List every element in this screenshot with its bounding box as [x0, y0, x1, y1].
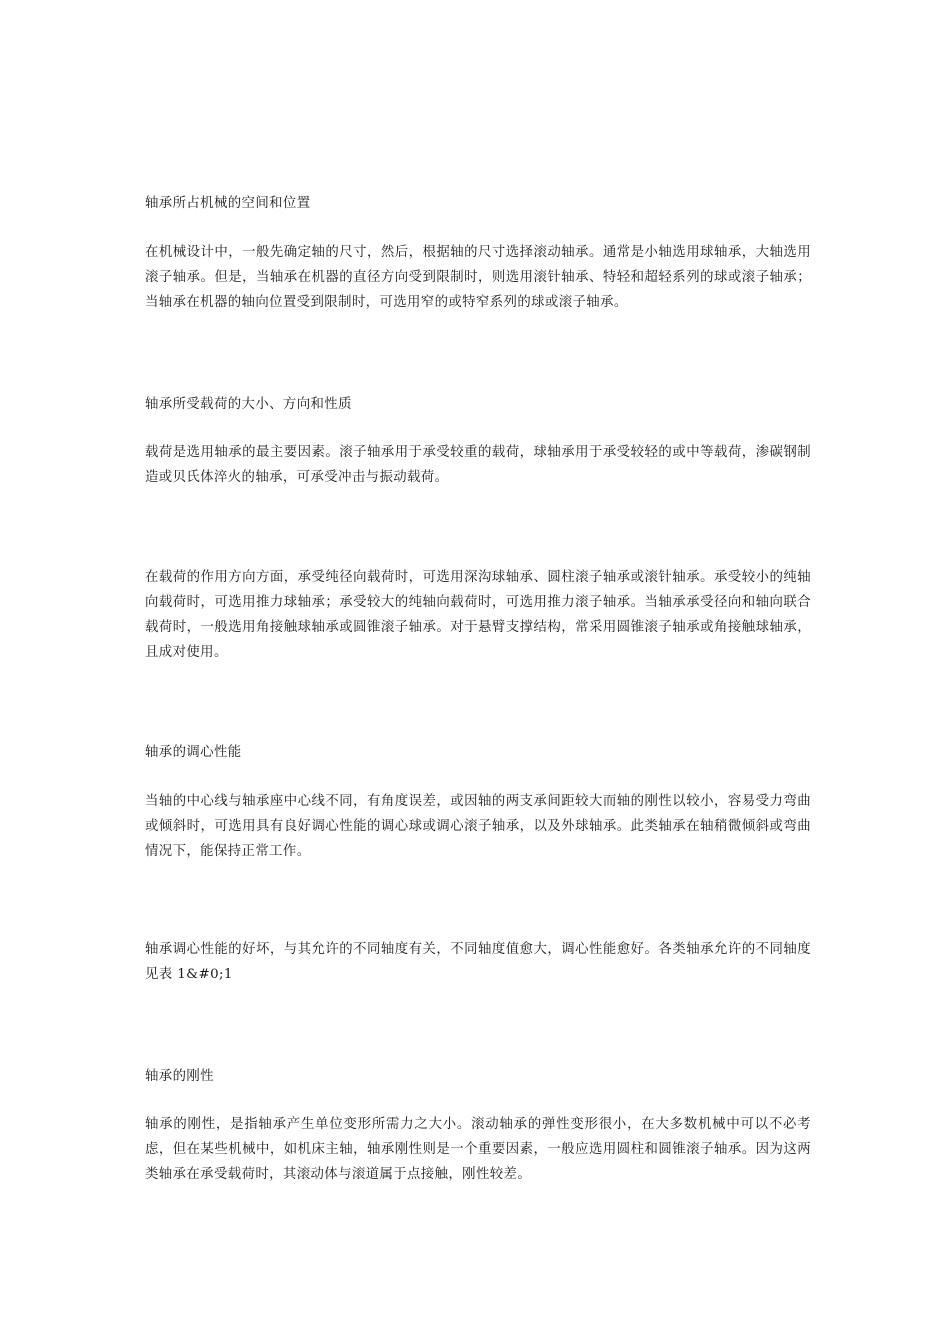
paragraph-space-position: 在机械设计中，一般先确定轴的尺寸，然后，根据轴的尺寸选择滚动轴承。通常是小轴选用球轴承，大轴选用滚子轴承。但是，当轴承在机器的直径方向受到限制时，则选用滚针轴承、特轻和超轻系列的球或滚子轴承；当轴承在机器的轴向位置受到限制时，可选用窄的或特窄系列的球或滚子轴承。 — [145, 245, 811, 310]
section-heading-rigidity: 轴承的刚性 — [145, 1069, 214, 1084]
section-heading-load: 轴承所受载荷的大小、方向和性质 — [145, 397, 352, 412]
section-heading-space-position: 轴承所占机械的空间和位置 — [145, 196, 311, 211]
paragraph-load-direction: 在载荷的作用方向方面，承受纯径向载荷时，可选用深沟球轴承、圆柱滚子轴承或滚针轴承。承受较小的纯轴向载荷时，可选用推力球轴承；承受较大的纯轴向载荷时，可选用推力滚子轴承。当轴承承受径向和轴向联合载荷时，一般选用角接触球轴承或圆锥滚子轴承。对于悬臂支撑结构，常采用圆锥滚子轴承或角接触球轴承，且成对使用。 — [145, 570, 811, 660]
paragraph-self-aligning: 当轴的中心线与轴承座中心线不同，有角度误差，或因轴的两支承间距较大而轴的刚性以较小，容易受力弯曲或倾斜时，可选用具有良好调心性能的调心球或调心滚子轴承，以及外球轴承。此类轴承在轴稍微倾斜或弯曲情况下，能保持正常工作。 — [145, 794, 811, 859]
paragraph-rigidity: 轴承的刚性，是指轴承产生单位变形所需力之大小。滚动轴承的弹性变形很小，在大多数机械中可以不必考虑，但在某些机械中，如机床主轴，轴承刚性则是一个重要因素，一般应选用圆柱和圆锥滚子轴承。因为这两类轴承在承受载荷时，其滚动体与滚道属于点接触，刚性较差。 — [145, 1117, 811, 1182]
paragraph-misalignment-tolerance: 轴承调心性能的好坏，与其允许的不同轴度有关，不同轴度值愈大，调心性能愈好。各类轴承允许的不同轴度见表 1&#0;1 — [145, 942, 811, 982]
paragraph-load-magnitude: 载荷是选用轴承的最主要因素。滚子轴承用于承受较重的载荷，球轴承用于承受较轻的或中等载荷，渗碳钢制造或贝氏体淬火的轴承，可承受冲击与振动载荷。 — [145, 445, 811, 485]
section-heading-self-aligning: 轴承的调心性能 — [145, 745, 242, 760]
